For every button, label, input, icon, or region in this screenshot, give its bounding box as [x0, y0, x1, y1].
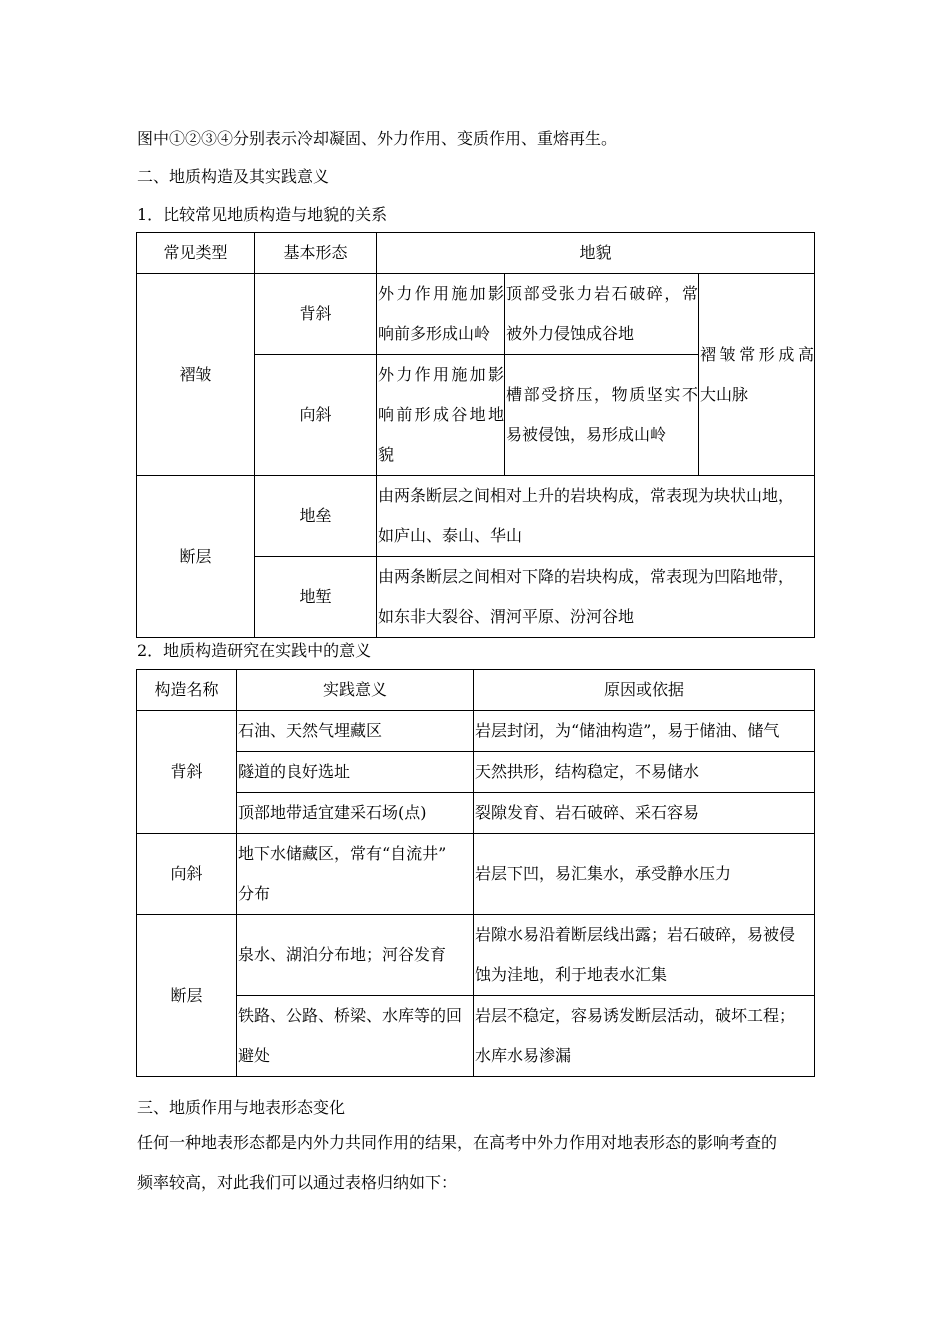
fault-reason1-line2: 蚀为洼地，利于地表水汇集 — [475, 965, 668, 984]
structure-practice-table — [136, 669, 815, 1077]
anticline-form-cell: 背斜 — [255, 274, 377, 355]
reason-cell: 天然拱形，结构稳定，不易储水 — [474, 752, 815, 793]
section2-heading: 二、地质构造及其实践意义 — [137, 167, 330, 186]
table-row — [137, 274, 815, 355]
structure-landform-table — [136, 232, 815, 638]
section3-heading: 三、地质作用与地表形态变化 — [137, 1098, 346, 1117]
horst-desc-cell — [377, 476, 815, 557]
fold-common-line1: 褶皱常形成高 — [700, 344, 815, 364]
syncline-effect-cell — [505, 355, 699, 476]
reason-cell: 裂隙发育、岩石破碎、采石容易 — [474, 793, 815, 834]
fault-type-cell: 断层 — [137, 476, 255, 638]
graben-desc-line1: 由两条断层之间相对下降的岩块构成，常表现为凹陷地带， — [378, 567, 795, 586]
table-row — [137, 711, 815, 752]
horst-form-cell: 地垒 — [255, 476, 377, 557]
syncline-cause-line2: 响前形成谷地地 — [378, 405, 504, 424]
col-header-form: 基本形态 — [255, 233, 377, 274]
table-header-row — [137, 233, 815, 274]
col-header-type: 常见类型 — [137, 233, 255, 274]
anticline-effect-line2: 被外力侵蚀成谷地 — [506, 324, 635, 343]
syncline-cause-cell — [377, 355, 505, 476]
paragraph-line1: 任何一种地表形态都是内外力共同作用的结果，在高考中外力作用对地表形态的影响考查的 — [137, 1133, 778, 1152]
practice-cell — [237, 996, 474, 1077]
practice-cell: 顶部地带适宜建采石场(点) — [237, 793, 474, 834]
table-row — [137, 476, 815, 557]
syncline-cause-line1: 外力作用施加影 — [378, 365, 504, 384]
col-header-practice: 实践意义 — [237, 670, 474, 711]
syncline-practice-line2: 分布 — [238, 884, 271, 903]
syncline-cause-line3: 貌 — [378, 445, 395, 464]
reason-cell: 岩层封闭，为“储油构造”，易于储油、储气 — [474, 711, 815, 752]
fault-practice2-line1: 铁路、公路、桥梁、水库等的回 — [238, 1006, 463, 1025]
sub1-heading: 1．比较常见地质构造与地貌的关系 — [137, 205, 388, 224]
fault-name-cell: 断层 — [137, 915, 237, 1077]
fault-reason2-line2: 水库水易渗漏 — [475, 1046, 572, 1065]
fault-reason1-line1: 岩隙水易沿着断层线出露；岩石破碎，易被侵 — [475, 925, 796, 944]
horst-desc-line2: 如庐山、泰山、华山 — [378, 526, 523, 545]
syncline-effect-line2: 易被侵蚀，易形成山岭 — [506, 425, 667, 444]
anticline-cause-line1: 外力作用施加影 — [378, 284, 504, 303]
syncline-effect-line1: 槽部受挤压，物质坚实不 — [506, 385, 698, 404]
syncline-form-cell: 向斜 — [255, 355, 377, 476]
graben-form-cell: 地堑 — [255, 557, 377, 638]
table-row — [137, 834, 815, 915]
table-row — [137, 752, 815, 793]
anticline-effect-cell — [505, 274, 699, 355]
fold-common-landform-cell — [699, 274, 815, 476]
col-header-reason: 原因或依据 — [474, 670, 815, 711]
fold-common-line2: 大山脉 — [700, 384, 749, 404]
table-row — [137, 996, 815, 1077]
anticline-cause-cell — [377, 274, 505, 355]
fold-type-cell: 褶皱 — [137, 274, 255, 476]
practice-cell: 隧道的良好选址 — [237, 752, 474, 793]
col-header-landform: 地貌 — [377, 233, 815, 274]
reason-cell — [474, 996, 815, 1077]
col-header-name: 构造名称 — [137, 670, 237, 711]
intro-line: 图中①②③④分别表示冷却凝固、外力作用、变质作用、重熔再生。 — [137, 129, 618, 148]
table-header-row — [137, 670, 815, 711]
paragraph-line2: 频率较高，对此我们可以通过表格归纳如下： — [137, 1173, 458, 1192]
graben-desc-cell — [377, 557, 815, 638]
practice-cell: 石油、天然气埋藏区 — [237, 711, 474, 752]
table-row — [137, 915, 815, 996]
fault-reason2-line1: 岩层不稳定，容易诱发断层活动，破坏工程； — [475, 1006, 796, 1025]
horst-desc-line1: 由两条断层之间相对上升的岩块构成，常表现为块状山地， — [378, 486, 795, 505]
anticline-effect-line1: 顶部受张力岩石破碎，常 — [506, 284, 698, 303]
fault-practice2-line2: 避处 — [238, 1046, 271, 1065]
anticline-cause-line2: 响前多形成山岭 — [378, 324, 491, 343]
reason-cell: 岩层下凹，易汇集水，承受静水压力 — [474, 834, 815, 915]
sub2-heading: 2．地质构造研究在实践中的意义 — [137, 641, 372, 660]
syncline-name-cell: 向斜 — [137, 834, 237, 915]
table-row — [137, 793, 815, 834]
anticline-name-cell: 背斜 — [137, 711, 237, 834]
graben-desc-line2: 如东非大裂谷、渭河平原、汾河谷地 — [378, 607, 635, 626]
practice-cell — [237, 834, 474, 915]
syncline-practice-line1: 地下水储藏区，常有“自流井” — [238, 844, 447, 863]
reason-cell — [474, 915, 815, 996]
practice-cell: 泉水、湖泊分布地；河谷发育 — [237, 915, 474, 996]
